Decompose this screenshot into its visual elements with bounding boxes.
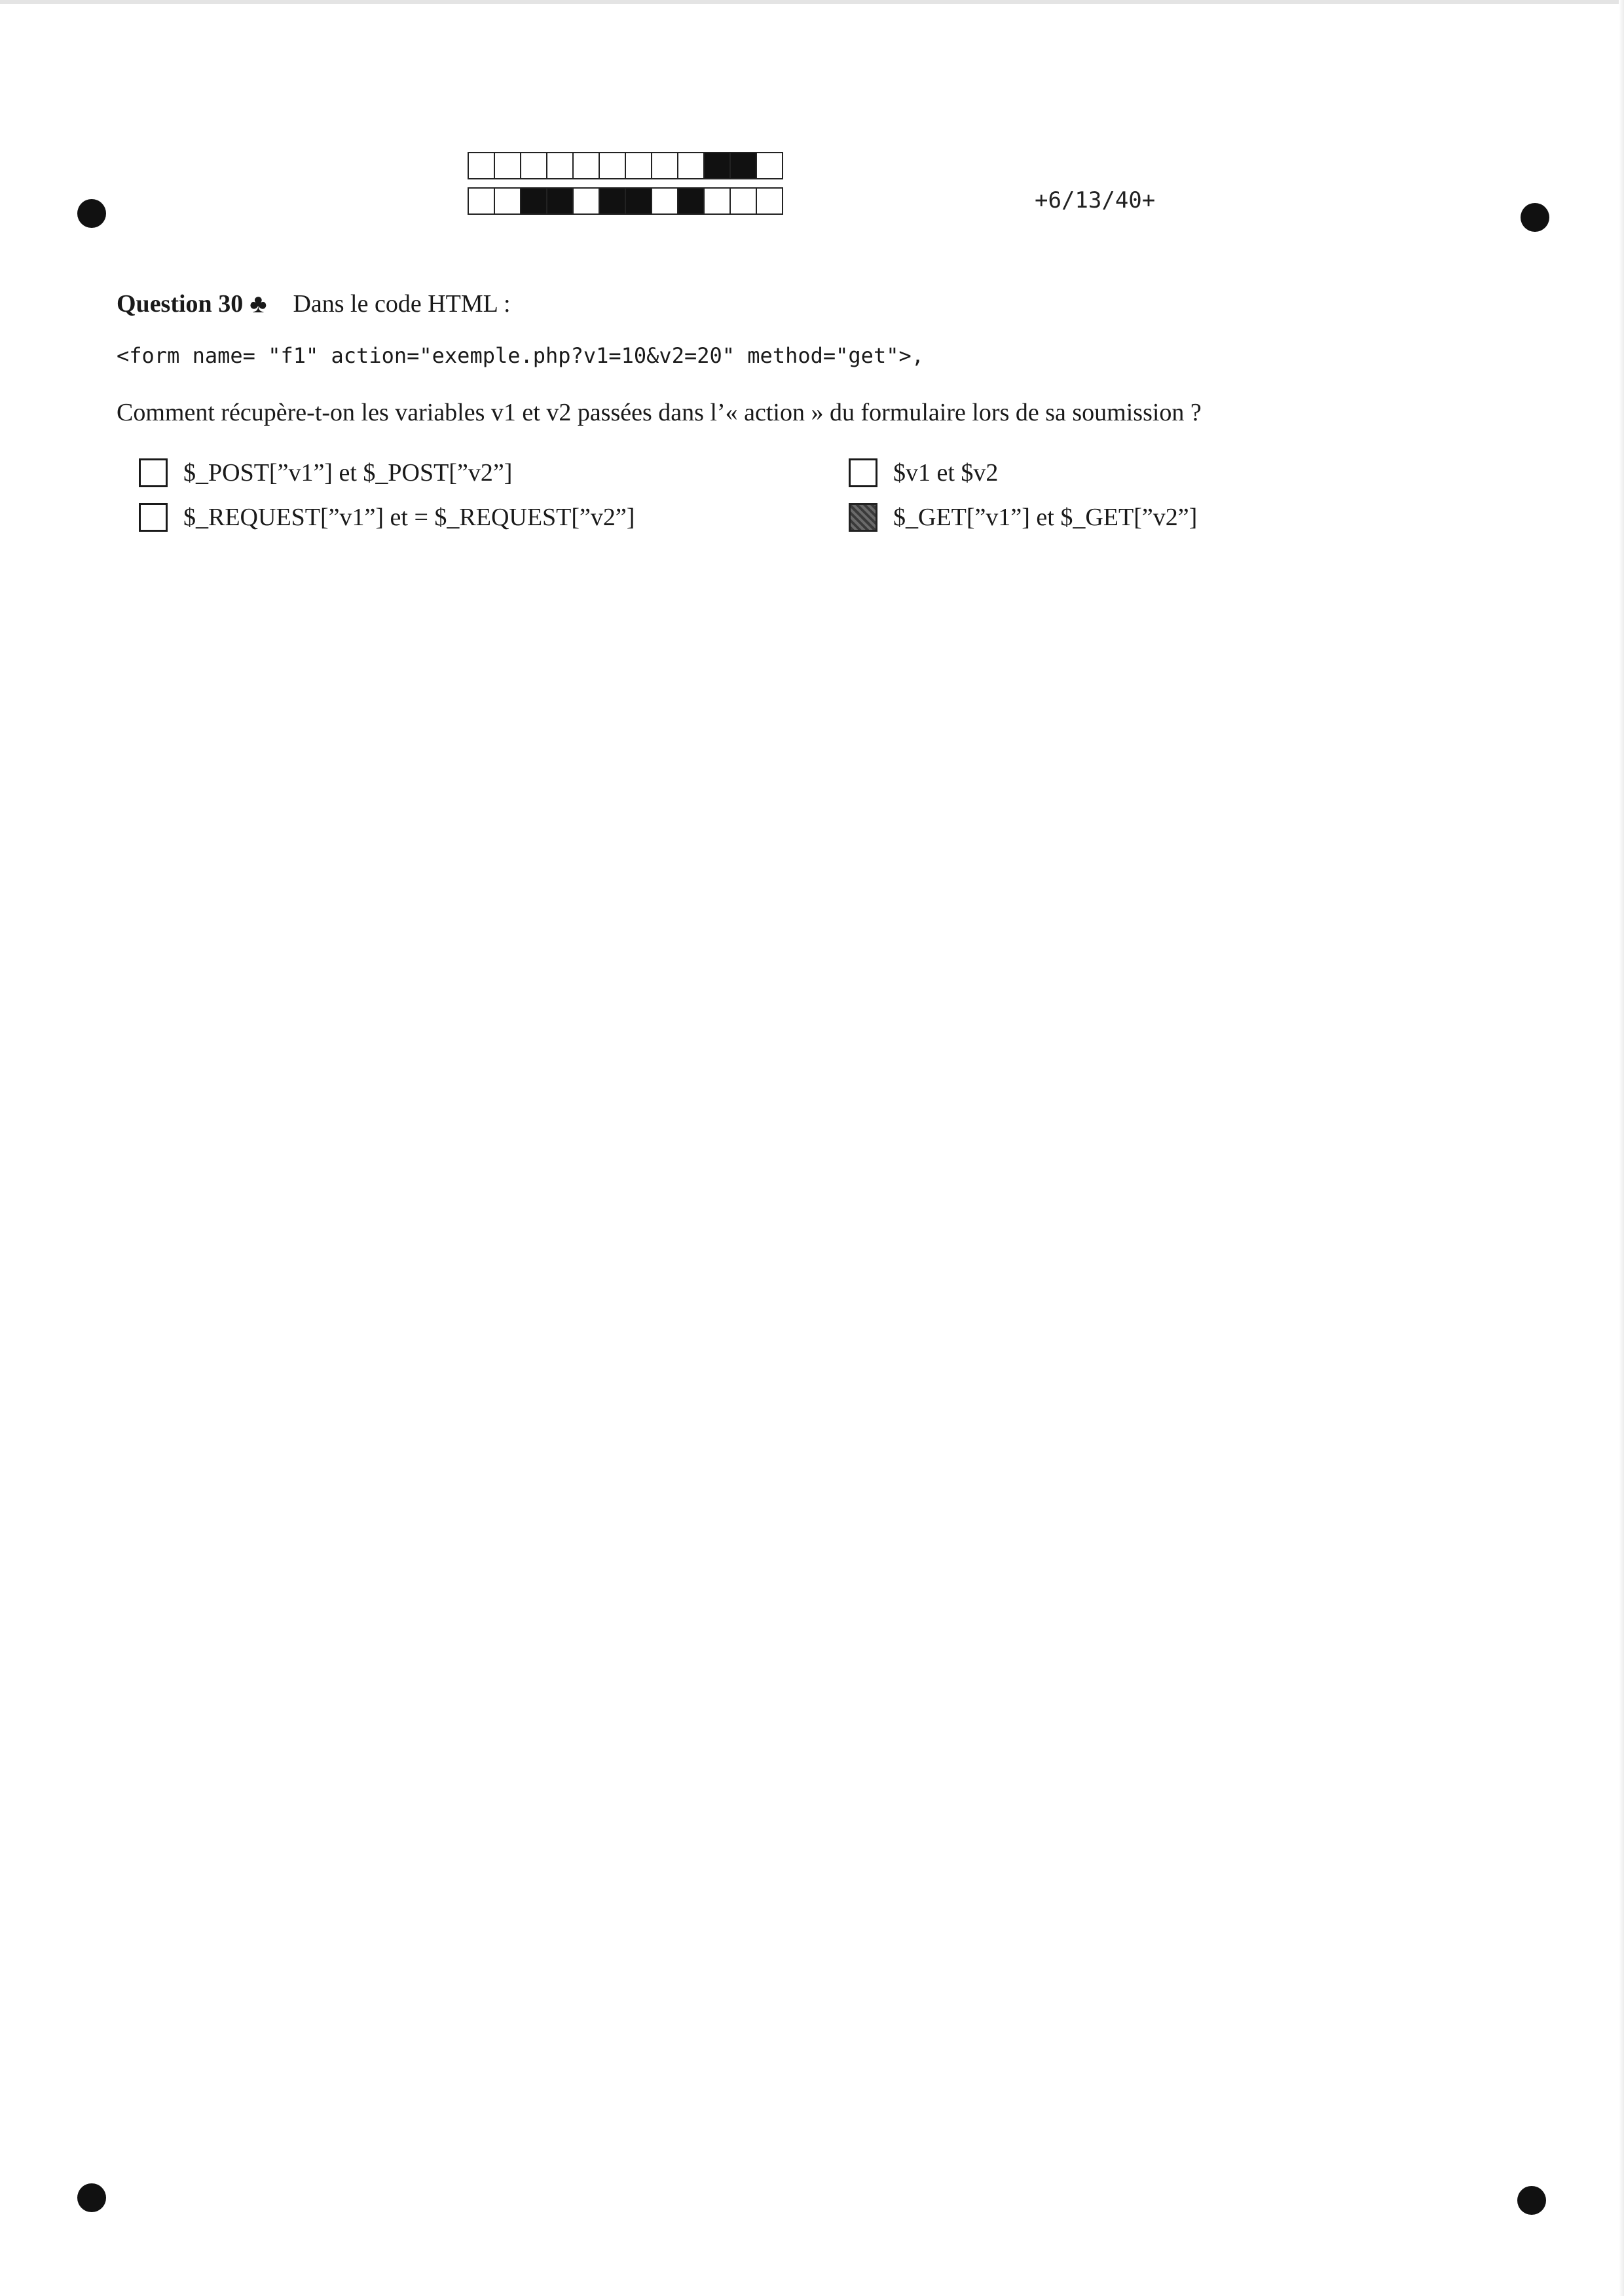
answer-option[interactable] <box>849 503 1197 532</box>
code-cell-empty <box>494 152 521 179</box>
code-cell-empty <box>520 152 547 179</box>
club-icon: ♣ <box>249 289 267 318</box>
page-identifier: +6/13/40+ <box>1035 187 1156 213</box>
code-cell-filled <box>520 187 547 215</box>
code-cell-empty <box>599 152 626 179</box>
code-cell-empty <box>651 187 678 215</box>
html-code-snippet: <form name= "f1" action="exemple.php?v1=10&v2=20" method="get">, <box>117 343 924 368</box>
answer-option[interactable] <box>849 458 998 487</box>
code-cell-empty <box>677 152 705 179</box>
page-right-edge <box>1619 0 1624 2296</box>
answer-checkbox[interactable] <box>849 503 877 532</box>
answer-checkbox[interactable] <box>139 503 168 532</box>
question-heading <box>117 288 511 319</box>
code-cell-filled <box>599 187 626 215</box>
code-cell-empty <box>468 152 495 179</box>
corner-marker-bottom-right <box>1517 2186 1546 2215</box>
code-cell-filled <box>729 152 757 179</box>
answer-option[interactable] <box>139 458 512 487</box>
code-cell-empty <box>572 187 600 215</box>
code-cell-empty <box>494 187 521 215</box>
answer-label: $v1 et $v2 <box>893 459 999 487</box>
code-cell-filled <box>625 187 652 215</box>
student-id-code-grid <box>468 152 782 223</box>
code-grid-row <box>468 152 782 178</box>
code-cell-filled <box>703 152 731 179</box>
answer-label: $_GET[”v1”] et $_GET[”v2”] <box>893 504 1198 531</box>
code-cell-empty <box>756 152 783 179</box>
corner-marker-top-left <box>77 199 106 228</box>
code-cell-filled <box>677 187 705 215</box>
answer-option[interactable] <box>139 503 635 532</box>
question-number: Question 30 <box>117 289 244 318</box>
code-cell-empty <box>756 187 783 215</box>
code-cell-empty <box>572 152 600 179</box>
code-cell-empty <box>468 187 495 215</box>
corner-marker-bottom-left <box>77 2183 106 2212</box>
code-cell-filled <box>546 187 574 215</box>
question-intro: Dans le code HTML : <box>293 289 511 318</box>
page-top-edge <box>0 0 1624 4</box>
code-cell-empty <box>729 187 757 215</box>
code-cell-empty <box>651 152 678 179</box>
code-cell-empty <box>546 152 574 179</box>
answer-checkbox[interactable] <box>849 458 877 487</box>
answer-checkbox[interactable] <box>139 458 168 487</box>
answer-label: $_REQUEST[”v1”] et = $_REQUEST[”v2”] <box>183 504 635 531</box>
code-cell-empty <box>625 152 652 179</box>
code-cell-empty <box>703 187 731 215</box>
code-grid-row <box>468 187 782 213</box>
corner-marker-top-right <box>1521 203 1549 232</box>
answer-label: $_POST[”v1”] et $_POST[”v2”] <box>183 459 513 487</box>
question-text: Comment récupère-t-on les variables v1 et v2 passées dans l’« action » du formulaire lors de sa soumission ? <box>117 399 1202 426</box>
